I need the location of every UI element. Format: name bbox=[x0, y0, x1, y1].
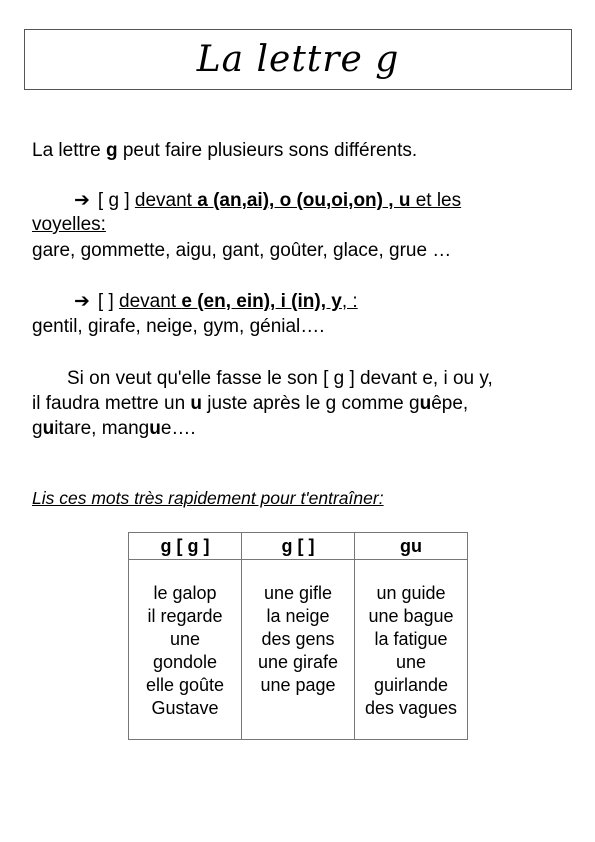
intro-line bbox=[32, 139, 417, 163]
rule3-line3 bbox=[32, 417, 196, 441]
rule1-devant: devant bbox=[134, 190, 198, 211]
rule1-line1 bbox=[74, 189, 461, 213]
intro-letter: g bbox=[105, 140, 118, 161]
arrow-icon: ➔ bbox=[74, 190, 90, 211]
word: des vagues bbox=[364, 698, 458, 718]
exercise-title-text: Lis ces mots très rapidement pour t'entraîner: bbox=[32, 488, 384, 508]
rule1-voyelles: voyelles: bbox=[32, 214, 106, 235]
rule2-line1 bbox=[74, 290, 358, 314]
word: une bbox=[169, 629, 201, 649]
word: Gustave bbox=[151, 698, 219, 718]
rule2-examples: gentil, girafe, neige, gym, génial…. bbox=[32, 316, 325, 337]
rule1-examples: gare, gommette, aigu, gant, goûter, glace, grue … bbox=[32, 240, 452, 261]
word: une bague bbox=[368, 606, 454, 626]
table-column-gu bbox=[355, 560, 468, 740]
table-header: g [ g ] bbox=[129, 533, 242, 560]
word: des gens bbox=[261, 629, 335, 649]
rule3-u: u bbox=[42, 418, 55, 439]
rule3-text: itare, mang bbox=[54, 418, 150, 439]
rule3-text: il faudra mettre un bbox=[32, 393, 191, 414]
table-column-g-hard bbox=[129, 560, 242, 740]
rule1-sound: [ g ] bbox=[97, 190, 135, 211]
rule2-devant: devant bbox=[119, 291, 182, 312]
table-header: gu bbox=[355, 533, 468, 560]
word: la fatigue bbox=[374, 629, 448, 649]
table-header-row bbox=[129, 533, 468, 560]
word: le galop bbox=[153, 583, 217, 603]
word: guirlande bbox=[373, 675, 449, 695]
arrow-icon: ➔ bbox=[74, 291, 90, 312]
rule2-tail: , : bbox=[341, 291, 358, 312]
word: il regarde bbox=[147, 606, 223, 626]
rule2-vowels: e (en, ein), i (in), y bbox=[181, 291, 342, 312]
word: un guide bbox=[376, 583, 446, 603]
rule3-line1: Si on veut qu'elle fasse le son [ g ] devant e, i ou y, bbox=[67, 368, 493, 389]
rule3-u: u bbox=[190, 393, 203, 414]
page-title: La lettre g bbox=[196, 39, 400, 80]
rule3-u: u bbox=[419, 393, 432, 414]
rule2-sound: [ ] bbox=[97, 291, 120, 312]
rule3-text: g bbox=[32, 418, 43, 439]
rule1-line2 bbox=[32, 213, 106, 237]
intro-text-before: La lettre bbox=[32, 140, 106, 161]
rule1-tail: et les bbox=[410, 190, 462, 211]
exercise-title bbox=[32, 486, 384, 511]
rule3-line2 bbox=[32, 392, 468, 416]
rule1-vowels: a (an,ai), o (ou,oi,on) , u bbox=[197, 190, 411, 211]
word: une bbox=[395, 652, 427, 672]
word: la neige bbox=[266, 606, 330, 626]
word: elle goûte bbox=[145, 675, 225, 695]
word: une girafe bbox=[257, 652, 339, 672]
intro-text-after: peut faire plusieurs sons différents. bbox=[117, 140, 418, 161]
word: une gifle bbox=[263, 583, 333, 603]
table-column-g-soft bbox=[242, 560, 355, 740]
rule3-text: juste après le g comme g bbox=[202, 393, 420, 414]
word: une page bbox=[260, 675, 336, 695]
rule3-u: u bbox=[149, 418, 161, 439]
rule3-text: e…. bbox=[160, 418, 196, 439]
word-table bbox=[128, 532, 468, 740]
title-box bbox=[24, 29, 572, 90]
rule3-text: êpe, bbox=[431, 393, 469, 414]
table-row bbox=[129, 560, 468, 740]
word: gondole bbox=[152, 652, 218, 672]
table-header: g [ ] bbox=[242, 533, 355, 560]
